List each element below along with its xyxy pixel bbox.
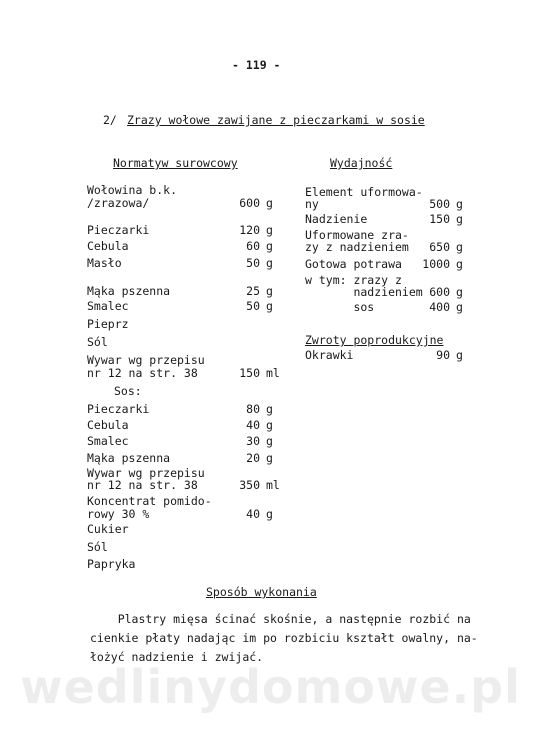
yield-qty: 400 [429,300,450,314]
recipe-title: Zrazy wołowe zawijane z pieczarkami w sosie [127,113,425,127]
yield-unit: g [456,240,463,254]
yield-name: sos [305,300,375,314]
sauce-ingredient-name: Papryka [87,557,136,571]
ingredient-name: /zrazowa/ [87,196,150,210]
ingredient-name: nr 12 na str. 38 [87,366,198,380]
method-line: Plastry mięsa ścinać skośnie, a następnie rozbić na [90,612,471,626]
yield-name: Nadzienie [305,212,368,226]
watermark: wedlinydomowe.pl [20,660,521,714]
ingredient-unit: g [266,196,273,210]
returns-name: Okrawki [305,348,354,362]
yield-name: Gotowa potrawa [305,257,402,271]
ingredient-unit: ml [266,366,280,380]
yield-name: Uformowane zra- [305,228,409,242]
sauce-ingredient-unit: g [266,418,273,432]
ingredient-unit: g [266,299,273,313]
sauce-ingredient-unit: g [266,434,273,448]
ingredient-qty: 150 [239,366,260,380]
sauce-ingredient-qty: 40 [246,507,260,521]
sauce-ingredient-unit: ml [266,478,280,492]
yield-unit: g [456,197,463,211]
ingredient-name: Cebula [87,239,129,253]
yield-qty: 600 [429,285,450,299]
sauce-ingredient-name: rowy 30 % [87,507,150,521]
ingredient-qty: 50 [246,256,260,270]
sauce-ingredient-unit: g [266,402,273,416]
sauce-ingredient-qty: 80 [246,402,260,416]
yield-unit: g [456,285,463,299]
method-line: łożyć nadzienie i zwijać. [90,650,264,664]
sauce-ingredient-name: Wywar wg przepisu [87,466,205,480]
ingredient-name: Pieczarki [87,223,150,237]
yield-qty: 150 [429,212,450,226]
ingredient-unit: g [266,284,273,298]
yield-qty: 1000 [422,257,450,271]
sauce-ingredient-name: Pieczarki [87,402,150,416]
returns-qty: 90 [436,348,450,362]
sauce-ingredient-unit: g [266,451,273,465]
ingredient-qty: 600 [239,196,260,210]
yield-unit: g [456,257,463,271]
sauce-ingredient-name: Cukier [87,522,129,536]
ingredient-unit: g [266,223,273,237]
ingredient-unit: g [266,239,273,253]
ingredient-name: Smalec [87,299,129,313]
ingredient-name: Wołowina b.k. [87,183,178,197]
yield-name: w tym: zrazy z [305,273,402,287]
yield-qty: 500 [429,197,450,211]
yield-qty: 650 [429,240,450,254]
right-column-header: Wydajność [330,156,393,170]
recipe-number: 2/ [103,113,117,127]
method-header: Sposób wykonania [206,585,317,599]
returns-header: Zwroty poprodukcyjne [305,333,444,347]
ingredient-qty: 60 [246,239,260,253]
ingredient-qty: 120 [239,223,260,237]
sauce-ingredient-name: Koncentrat pomido- [87,494,212,508]
sauce-ingredient-name: Cebula [87,418,129,432]
sauce-ingredient-qty: 30 [246,434,260,448]
ingredient-name: Wywar wg przepisu [87,353,205,367]
sauce-ingredient-name: Sól [87,540,108,554]
ingredient-name: Pieprz [87,317,129,331]
yield-unit: g [456,300,463,314]
returns-unit: g [456,348,463,362]
yield-unit: g [456,212,463,226]
left-column-header: Normatyw surowcowy [113,156,238,170]
method-line: cienkie płaty nadając im po rozbiciu kształt owalny, na- [90,631,478,645]
sauce-header: Sos: [114,384,142,398]
sauce-ingredient-name: Smalec [87,434,129,448]
page-number: - 119 - [232,58,281,72]
sauce-ingredient-qty: 40 [246,418,260,432]
yield-name: Element uformowa- [305,185,423,199]
sauce-ingredient-qty: 350 [239,478,260,492]
sauce-ingredient-unit: g [266,507,273,521]
ingredient-name: Mąka pszenna [87,284,171,298]
sauce-ingredient-name: nr 12 na str. 38 [87,478,198,492]
sauce-ingredient-qty: 20 [246,451,260,465]
ingredient-unit: g [266,256,273,270]
yield-name: zy z nadzieniem [305,240,409,254]
ingredient-qty: 50 [246,299,260,313]
ingredient-name: Sól [87,335,108,349]
ingredient-qty: 25 [246,284,260,298]
yield-name: nadzieniem [305,285,423,299]
yield-name: ny [305,197,319,211]
sauce-ingredient-name: Mąka pszenna [87,451,171,465]
ingredient-name: Masło [87,256,122,270]
